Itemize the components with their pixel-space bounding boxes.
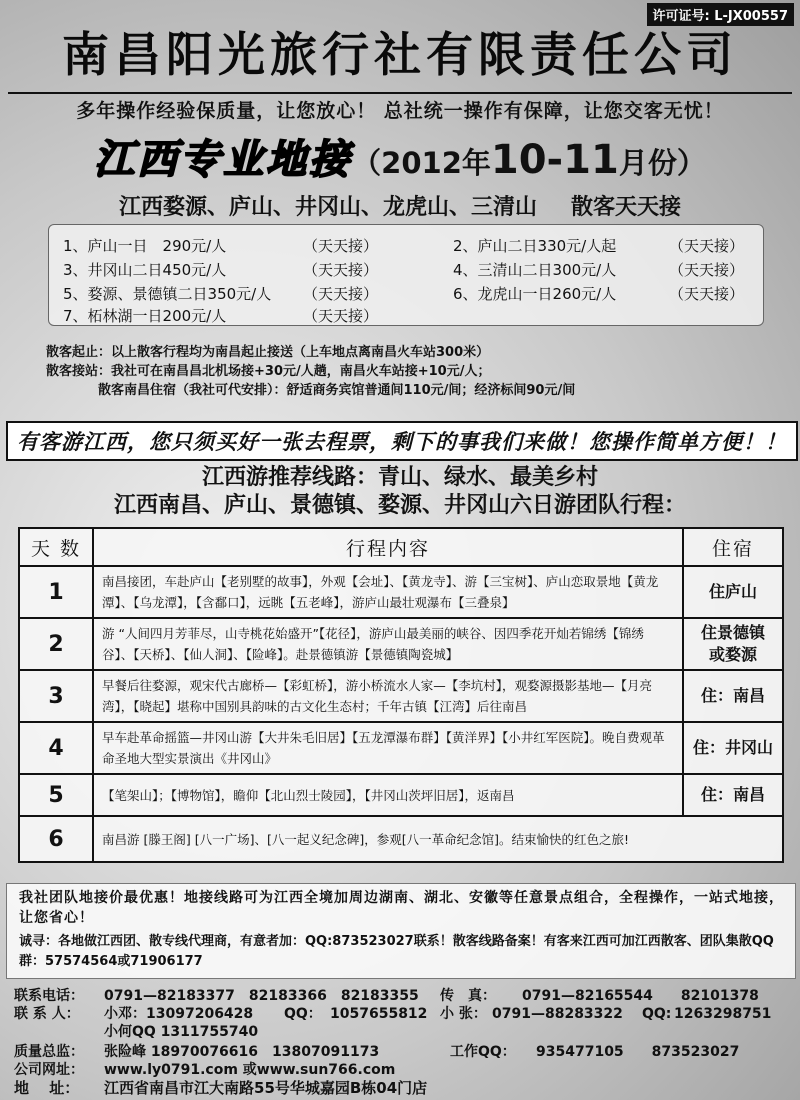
- route-name: 5、婺源、景德镇二日350元/人: [63, 285, 272, 303]
- route-name: 6、龙虎山一日260元/人: [453, 285, 617, 303]
- day-number: 2: [19, 618, 93, 670]
- day-stay: 住景德镇 或婺源: [683, 618, 783, 670]
- day-content: 南昌接团，车赴庐山【老别墅的故事】，外观【会址】、【黄龙寺】、游【三宝树】、庐山恋取景地【黄龙潭】、【乌龙潭】，【含鄱口】，远眺【五老峰】，游庐山最壮观瀑布【三叠泉】: [93, 566, 683, 618]
- day-number: 5: [19, 774, 93, 816]
- route-item: [63, 235, 379, 256]
- day-stay: 住：南昌: [683, 670, 783, 722]
- address: 江西省南昌市江大南路55号华城嘉园B栋04门店: [104, 1079, 428, 1097]
- fax-numbers: 0791—82165544 82101378: [522, 988, 759, 1004]
- route-name: 1、庐山一日 290元/人: [63, 237, 227, 255]
- phone-label: 联系电话：: [14, 988, 84, 1004]
- day-number: 3: [19, 670, 93, 722]
- destination-note: 散客天天接: [571, 195, 682, 220]
- headline-title: 江西专业地接: [94, 136, 353, 183]
- contact-person-row: [14, 1003, 771, 1023]
- table-row: [19, 774, 783, 816]
- route-name: 7、柘林湖一日200元/人: [63, 307, 227, 325]
- table-row: [19, 566, 783, 618]
- qq-1: 1057655812: [330, 1006, 428, 1022]
- route-name: 2、庐山二日330元/人起: [453, 237, 617, 255]
- quality-row: [14, 1041, 739, 1061]
- day-content: 游 “人间四月芳菲尽，山寺桃花始盛开”【花径】，游庐山最美丽的峡谷、因四季花开灿若锦绣【锦绣谷】、【天桥】、【仙人洞】、【险峰】。赴景德镇游【景德镇陶瓷城】: [93, 618, 683, 670]
- period-start: （2012年: [352, 146, 491, 180]
- route-status: （天天接）: [669, 261, 745, 279]
- route-item: [63, 283, 379, 304]
- contact-phone-row: [14, 985, 759, 1005]
- day-number: 1: [19, 566, 93, 618]
- qq-2-label: QQ:: [642, 1006, 672, 1022]
- destination-places: 江西婺源、庐山、井冈山、龙虎山、三清山: [118, 195, 537, 220]
- header-content: 行程内容: [93, 528, 683, 566]
- period-end: 月份）: [618, 146, 706, 180]
- company-name: 南昌阳光旅行社有限责任公司: [62, 28, 738, 83]
- phone-numbers: 0791—82183377 82183366 82183355: [104, 988, 419, 1004]
- route-status: （天天接）: [669, 285, 745, 303]
- table-header-row: [19, 528, 783, 566]
- agent-recruit-text: 诚寻：各地做江西团、散专线代理商，有意者加：QQ:873523027联系！散客线路备案！有客来江西可加江西散客、团队集散QQ群：57574564或71906177: [19, 934, 774, 969]
- qc-label: 质量总监：: [14, 1044, 84, 1060]
- work-qq-label: 工作QQ：: [450, 1044, 516, 1060]
- route-status: （天天接）: [303, 307, 379, 325]
- notes: [46, 343, 575, 400]
- qq-1-label: QQ：: [284, 1006, 322, 1022]
- license-number: 许可证号: L-JX00557: [647, 3, 795, 26]
- slogan: 多年操作经验保质量，让您放心！ 总社统一操作有保障，让您交客无忧！: [8, 92, 792, 123]
- person-2-phone: 0791—88283322: [492, 1006, 623, 1022]
- recommend-title: 江西游推荐线路：青山、绿水、最美乡村: [201, 465, 598, 490]
- headline: [0, 128, 800, 185]
- route-item: [453, 259, 745, 280]
- route-item: [453, 283, 745, 304]
- itinerary-table: [18, 527, 784, 863]
- promo-text: 我社团队地接价最优惠！地接线路可为江西全境加周边湖南、湖北、安徽等任意景点组合，全程操作，一站式地接，让您省心！: [19, 890, 784, 926]
- qq-2: 1263298751: [674, 1006, 772, 1022]
- route-item: [63, 259, 379, 280]
- person-2: 小 张：: [440, 1006, 487, 1022]
- qc-contact: 张险峰 18970076616 13807091173: [104, 1044, 380, 1060]
- period-months: 10-11: [490, 137, 619, 183]
- website-row: [14, 1059, 395, 1079]
- route-item: [453, 235, 745, 256]
- route-item: [63, 305, 379, 326]
- route-name: 3、井冈山二日450元/人: [63, 261, 227, 279]
- fax-label: 传 真：: [440, 988, 496, 1004]
- routes-box: [48, 224, 764, 326]
- route-status: （天天接）: [669, 237, 745, 255]
- day-number: 4: [19, 722, 93, 774]
- contact-person-3: 小何QQ 1311755740: [104, 1024, 259, 1040]
- day-content: 【笔架山】；【博物馆】，瞻仰【北山烈士陵园】，【井冈山茨坪旧居】，返南昌: [93, 774, 683, 816]
- day-content: 南昌游 [滕王阁] [八一广场]、[八一起义纪念碑]，参观[八一革命纪念馆]。结束愉快的红色之旅!: [93, 816, 783, 862]
- day-content: 早餐后往婺源，观宋代古廊桥—【彩虹桥】，游小桥流水人家—【李坑村】，观婺源摄影基地—【月亮湾】，【晓起】堪称中国别具韵味的古文化生态村；千年古镇【江湾】后往南昌: [93, 670, 683, 722]
- website-link[interactable]: www.ly0791.com 或www.sun766.com: [104, 1062, 396, 1078]
- web-label: 公司网址：: [14, 1062, 84, 1078]
- day-stay: 住：井冈山: [683, 722, 783, 774]
- table-row: [19, 722, 783, 774]
- table-row: [19, 816, 783, 862]
- route-status: （天天接）: [303, 261, 379, 279]
- table-row: [19, 670, 783, 722]
- note-line: 散客南昌住宿（我社可代安排）：舒适商务宾馆普通间110元/间；经济标间90元/间: [46, 383, 576, 398]
- recommend-subtitle: 江西南昌、庐山、景德镇、婺源、井冈山六日游团队行程：: [113, 493, 686, 518]
- header-stay: 住宿: [683, 528, 783, 566]
- person-1: 小邓：13097206428: [104, 1006, 254, 1022]
- header-day: 天 数: [19, 528, 93, 566]
- day-stay: 住庐山: [683, 566, 783, 618]
- note-line: 散客接站：我社可在南昌昌北机场接+30元/人趟，南昌火车站接+10元/人；: [46, 364, 491, 379]
- destinations: [0, 190, 800, 221]
- address-label: 地 址：: [14, 1079, 80, 1097]
- person-label: 联 系 人：: [14, 1006, 80, 1022]
- route-status: （天天接）: [303, 285, 379, 303]
- address-row: [14, 1077, 427, 1098]
- headline-period: [352, 137, 706, 183]
- table-row: [19, 618, 783, 670]
- promo-banner: 有客游江西，您只须买好一张去程票，剩下的事我们来做！您操作简单方便！！: [6, 421, 798, 461]
- work-qq: 935477105 873523027: [536, 1044, 740, 1060]
- day-content: 早车赴革命摇篮—井冈山游【大井朱毛旧居】【五龙潭瀑布群】【黄洋界】【小井红军医院】。晚自费观革命圣地大型实景演出《井冈山》: [93, 722, 683, 774]
- route-name: 4、三清山二日300元/人: [453, 261, 617, 279]
- day-stay: 住：南昌: [683, 774, 783, 816]
- day-number: 6: [19, 816, 93, 862]
- route-status: （天天接）: [303, 237, 379, 255]
- promo-box: [6, 883, 796, 979]
- note-line: 散客起止：以上散客行程均为南昌起止接送（上车地点离南昌火车站300米）: [46, 345, 490, 360]
